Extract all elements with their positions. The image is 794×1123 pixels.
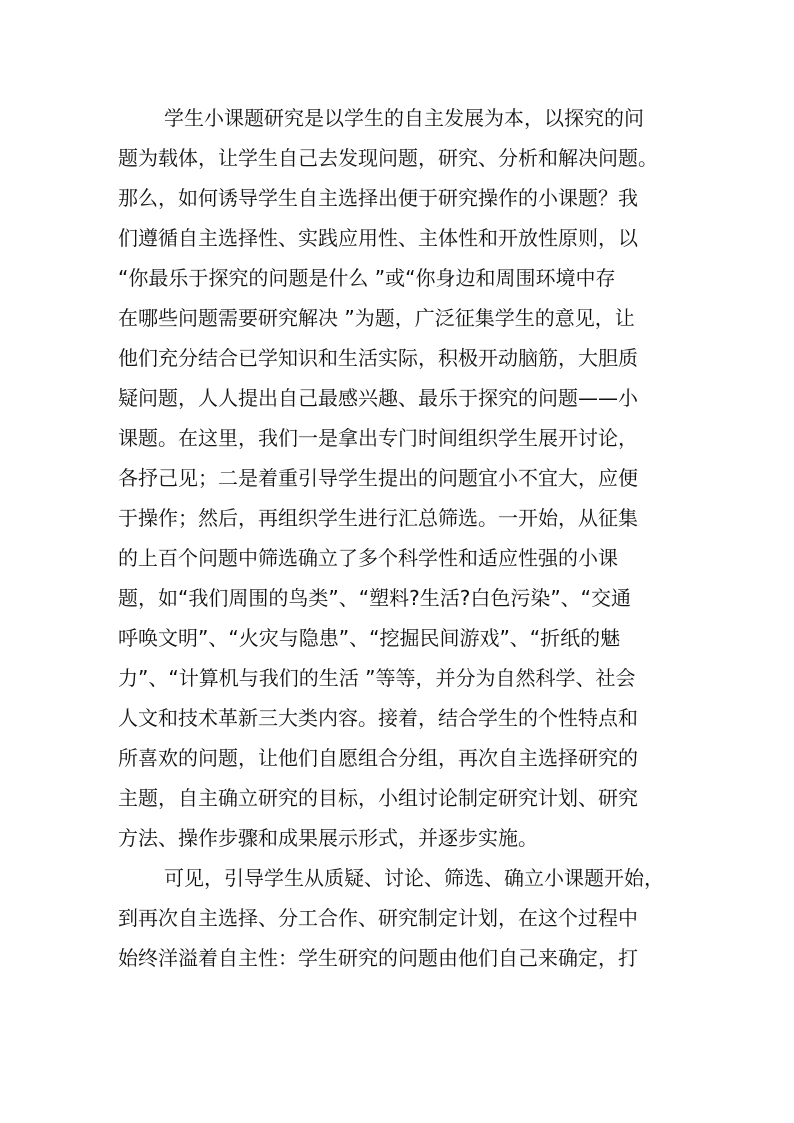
text-line: 力”、“计算机与我们的生活 ”等等，并分为自然科学、社会 xyxy=(118,666,636,690)
text-line: 他们充分结合已学知识和生活实际，积极开动脑筋，大胆质 xyxy=(118,346,638,370)
text-line: 们遵循自主选择性、实践应用性、主体性和开放性原则，以 xyxy=(118,226,638,250)
text-line: 人文和技术革新三大类内容。接着，结合学生的个性特点和 xyxy=(118,706,638,730)
text-line: 主题，自主确立研究的目标，小组讨论制定研究计划、研究 xyxy=(118,786,638,810)
text-line: 题为载体，让学生自己去发现问题，研究、分析和解决问题。 xyxy=(118,146,658,170)
text-line: 的上百个问题中筛选确立了多个科学性和适应性强的小课 xyxy=(118,546,618,570)
text-line: 课题。在这里，我们一是拿出专门时间组织学生展开讨论， xyxy=(118,426,638,450)
text-line: 可见，引导学生从质疑、讨论、筛选、确立小课题开始， xyxy=(164,866,664,890)
text-line: 到再次自主选择、分工合作、研究制定计划，在这个过程中 xyxy=(118,906,638,930)
text-line: 疑问题，人人提出自己最感兴趣、最乐于探究的问题——小 xyxy=(118,386,638,410)
text-line: “你最乐于探究的问题是什么 ”或“你身边和周围环境中存 xyxy=(118,266,616,290)
text-line: 那么，如何诱导学生自主选择出便于研究操作的小课题？我 xyxy=(118,186,638,210)
text-line: 所喜欢的问题，让他们自愿组合分组，再次自主选择研究的 xyxy=(118,746,638,770)
text-line: 题，如“我们周围的鸟类”、“塑料?生活?白色污染”、“交通 xyxy=(118,586,632,610)
text-line: 方法、操作步骤和成果展示形式，并逐步实施。 xyxy=(118,826,538,850)
text-line: 呼唤文明”、“火灾与隐患”、“挖掘民间游戏”、“折纸的魅 xyxy=(118,626,621,650)
text-line: 始终洋溢着自主性：学生研究的问题由他们自己来确定，打 xyxy=(118,946,638,970)
text-line: 于操作；然后，再组织学生进行汇总筛选。一开始，从征集 xyxy=(118,506,638,530)
text-line: 学生小课题研究是以学生的自主发展为本，以探究的问 xyxy=(164,106,644,130)
text-line: 各抒己见；二是着重引导学生提出的问题宜小不宜大，应便 xyxy=(118,466,638,490)
text-line: 在哪些问题需要研究解决 ”为题，广泛征集学生的意见，让 xyxy=(118,306,635,330)
